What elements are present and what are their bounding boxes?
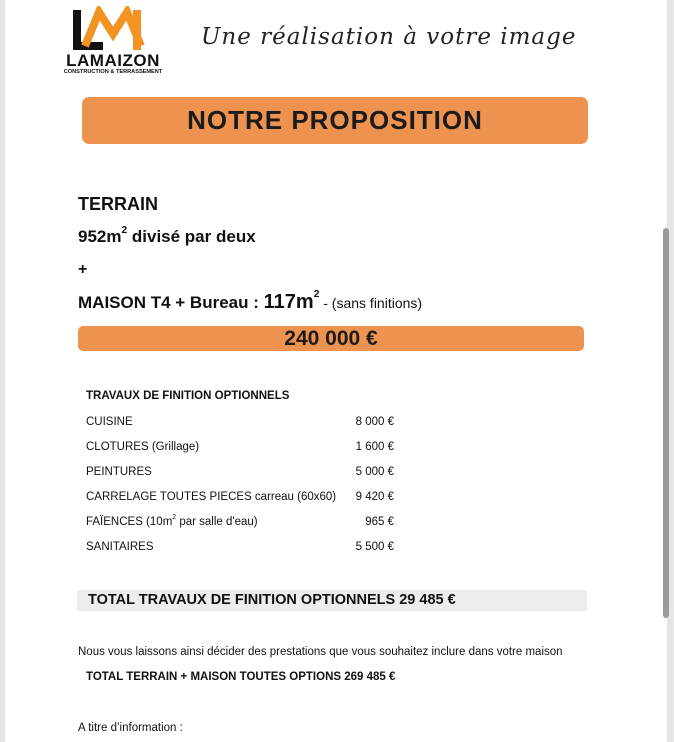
- option-row: FAÏENCES ($10m^2$ par salle d'eau) 965 €: [86, 514, 394, 528]
- logo-mark-icon: [55, 6, 171, 54]
- options-total: TOTAL TRAVAUX DE FINITION OPTIONNELS 29 485 €: [88, 592, 456, 608]
- options-heading: TRAVAUX DE FINITION OPTIONNELS: [86, 390, 290, 402]
- vertical-scrollbar[interactable]: [663, 228, 669, 618]
- option-row: CUISINE 8 000 €: [86, 416, 394, 428]
- company-logo: [55, 6, 171, 78]
- terrain-label: TERRAIN: [78, 194, 158, 214]
- option-row: CARRELAGE TOUTES PIECES carreau (60x60) 9 420 €: [86, 491, 394, 503]
- option-row: PEINTURES 5 000 €: [86, 466, 394, 478]
- logo-wordmark: LAMAIZON: [66, 51, 160, 70]
- options-total-bar: [77, 590, 587, 611]
- proposal-banner: NOTRE PROPOSITION: [82, 97, 588, 144]
- plus-sign: +: [78, 261, 88, 278]
- terrain-area: $952m^2$ divisé par deux: [78, 225, 256, 246]
- grand-total: TOTAL TERRAIN + MAISON TOUTES OPTIONS 269 485 €: [86, 671, 396, 683]
- option-row: SANITAIRES 5 500 €: [86, 541, 394, 553]
- option-row: CLOTURES (Grillage) 1 600 €: [86, 441, 394, 453]
- slogan: Une réalisation à votre image: [201, 24, 577, 50]
- logo-subtitle: CONSTRUCTION & TERRASSEMENT: [63, 69, 163, 75]
- information-label: A titre d’information :: [78, 722, 183, 734]
- base-price: 240 000 €: [78, 326, 584, 351]
- house-description: MAISON T4 + Bureau : $117m^2$ - (sans finitions): [78, 289, 423, 313]
- info-note: Nous vous laissons ainsi décider des prestations que vous souhaitez inclure dans votre maison: [78, 646, 563, 658]
